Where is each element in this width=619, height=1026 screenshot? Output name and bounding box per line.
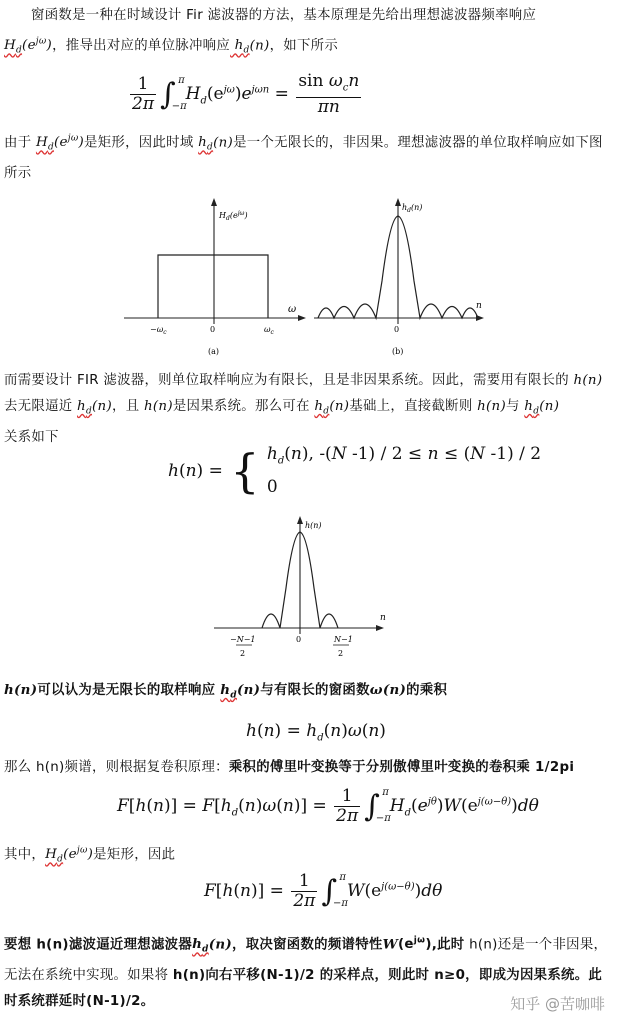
intro-paragraph: 窗函数是一种在时域设计 Fir 滤波器的方法，基本原理是先给出理想滤波器频率响应 $H_d(e^{j\omega})$，推导出对应的单位脉冲响应 $h_d(n)$，如下所示 — [4, 8, 537, 57]
svg-text:2: 2 — [240, 649, 246, 658]
freq-response-symbol: $H_d(e^{j\omega})$ — [4, 37, 53, 57]
fir-design-paragraph: 而需要设计 FIR 滤波器，则单位取样响应为有限长，且是非因果系统。因此，需要用有限长的 h(n)去无限逼近 $h_d(n)$，且 h(n)是因果系统。那么可在 $h_d(n)$基础上，直接截断则 h(n)与 $h_d(n)$ 关系如下 — [4, 373, 603, 445]
svg-text:0: 0 — [296, 635, 302, 644]
product-equation: $h(n) = h_d(n)\omega(n)$ — [246, 721, 386, 744]
svg-text:−N−1: −N−1 — [230, 635, 256, 644]
svg-text:(b): (b) — [392, 347, 404, 356]
figure-a-rect-spectrum — [120, 196, 310, 361]
svg-text:ωc: $\omega_c$ — [264, 325, 274, 336]
svg-text:0: 0 — [394, 325, 400, 334]
svg-text:n: n — [476, 301, 482, 311]
convolution-equation: $F[h(n)] = F[h_d(n)\omega(n)]$ = $\frac{1}{2\pi}$ ∫ π −π $H_d(e^{j\theta})W(e^{j(\omega-\theta)})d\theta$ — [117, 786, 539, 826]
svg-text:N−1: N−1 — [334, 635, 353, 644]
rect-paragraph: 由于 $H_d(e^{j\omega})$是矩形，因此时域 $h_d(n)$是一个无限长的，非因果。理想滤波器的单位取样响应如下图所示 — [4, 134, 603, 182]
window-spectrum-equation: F[h(n)] = $\frac{1}{2\pi}$ ∫ π −π $W(e^{j(\omega-\theta)})d\theta$ — [204, 871, 443, 911]
truncation-equation: h(n) = { $h_d(n)$, -(N -1) / 2 ≤ n ≤ (N -1) / 2 0 — [168, 443, 542, 498]
fig-b-ylabel: $h_d(n)$ — [402, 203, 423, 214]
svg-text:n: n — [380, 613, 386, 623]
svg-text:−ωc: $-\omega_c$ — [150, 325, 167, 336]
fig-a-ylabel: $H_d(e^{j\omega})$ — [219, 210, 248, 222]
product-paragraph: h(n)可以认为是无限长的取样响应 $h_d(n)$与有限长的窗函数ω(n)的乘积 — [4, 682, 448, 701]
idtft-equation: $\frac{1}{2\pi}$ ∫ π −π $H_d(e^{j\omega})e^{j\omega n}$ = $\frac{\sin \omega_cn}{\pi n}$ — [132, 71, 360, 118]
causal-shift-paragraph: 要想 h(n)滤波逼近理想滤波器$h_d(n)$，取决窗函数的频谱特性$W(e^{j\omega})$,此时 h(n)还是一个非因果，无法在系统中实现。如果将 h(n)向右平移(N-1)/2 的采样点，则此时 n≥0，即成为因果系统。此时系统群延时(N-1)/2。 — [4, 936, 608, 1010]
rect-window-paragraph: 其中，$H_d(e^{j\omega})$是矩形，因此 — [4, 846, 176, 866]
watermark: 知乎 @苦咖啡 — [510, 995, 605, 1013]
fig-c-ylabel: h(n) — [305, 521, 322, 530]
svg-text:2: 2 — [338, 649, 344, 658]
figure-b-sinc — [312, 196, 492, 361]
svg-text:0: 0 — [210, 325, 216, 334]
svg-text:ω: ω — [288, 304, 297, 315]
svg-text:(a): (a) — [208, 347, 220, 356]
convolution-paragraph: 那么 h(n)频谱，则根据复卷积原理：乘积的傅里叶变换等于分别傲傅里叶变换的卷积乘 1/2pi — [4, 760, 575, 775]
figure-c-truncated — [212, 516, 392, 662]
